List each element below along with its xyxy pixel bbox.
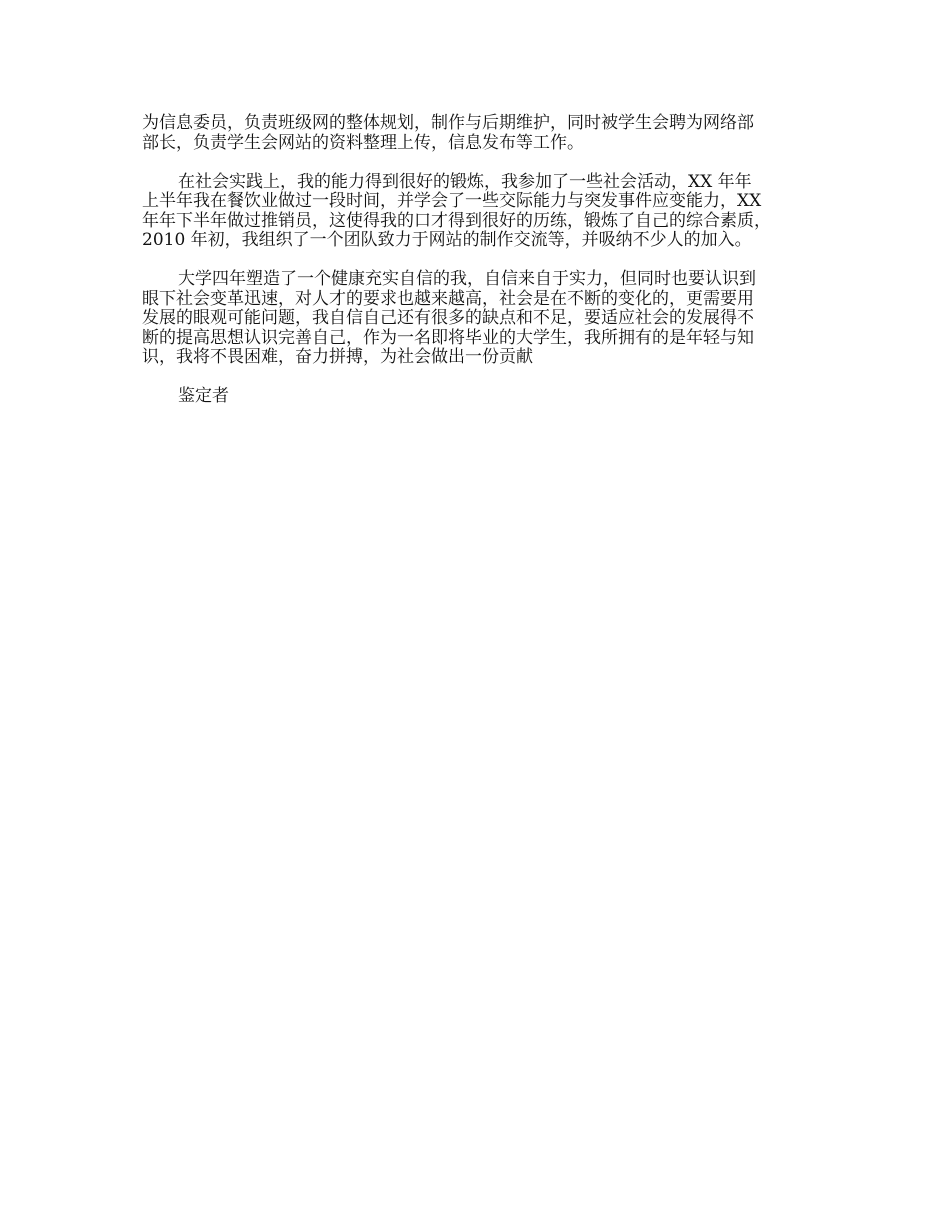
paragraph-signature-label — [142, 387, 827, 407]
paragraph-duties — [142, 114, 827, 153]
document-body — [142, 114, 827, 426]
text-line: 上半年我在餐饮业做过一段时间，并学会了一些交际能力与突发事件应变能力，XX — [142, 191, 762, 211]
text-line: 为信息委员，负责班级网的整体规划，制作与后期维护，同时被学生会聘为网络部 — [142, 113, 754, 133]
text-line: 在社会实践上，我的能力得到很好的锻炼，我参加了一些社会活动，XX 年年 — [178, 171, 752, 192]
text-line: 2010 年初，我组织了一个团队致力于网站的制作交流等，并吸纳不少人的加入。 — [142, 230, 752, 250]
paragraph-university-summary — [142, 270, 827, 368]
text-line: 发展的眼观可能问题，我自信自己还有很多的缺点和不足，要适应社会的发展得不 — [142, 308, 754, 328]
text-line: 年年下半年做过推销员，这使得我的口才得到很好的历练，锻炼了自己的综合素质， — [142, 210, 771, 231]
paragraph-social-practice — [142, 173, 827, 251]
text-line: 断的提高思想认识完善自己，作为一名即将毕业的大学生，我所拥有的是年轻与知 — [142, 327, 754, 348]
text-line: 眼下社会变革迅速，对人才的要求也越来越高，社会是在不断的变化的，更需要用 — [142, 288, 754, 309]
signature-label: 鉴定者 — [178, 386, 229, 406]
text-line: 部长，负责学生会网站的资料整理上传，信息发布等工作。 — [142, 132, 584, 153]
text-line: 大学四年塑造了一个健康充实自信的我，自信来自于实力，但同时也要认识到 — [178, 269, 756, 289]
text-line: 识，我将不畏困难，奋力拼搏，为社会做出一份贡献 — [142, 347, 533, 367]
